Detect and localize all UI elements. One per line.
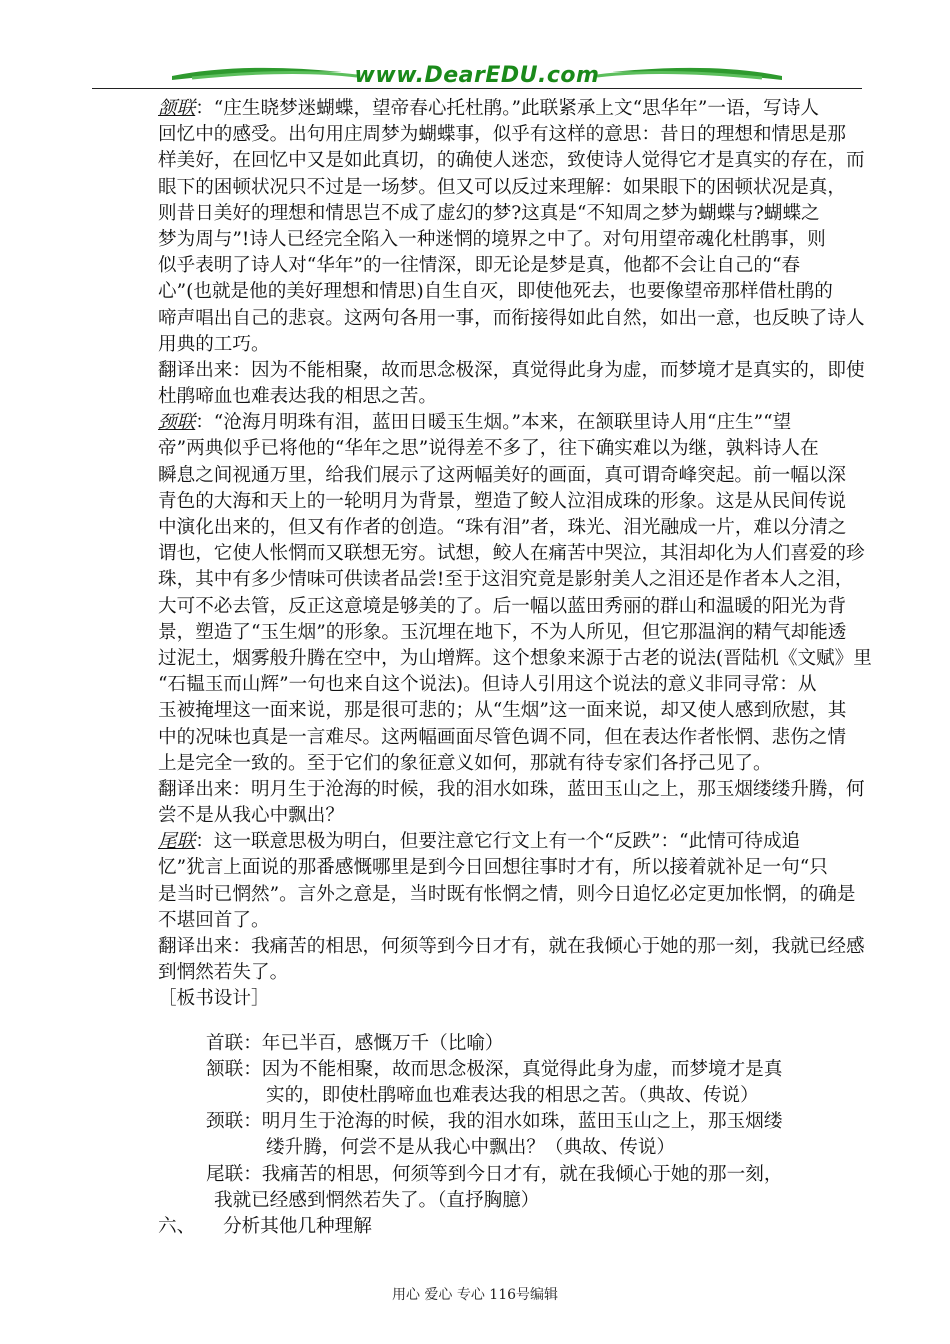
- translation-line: 尝不是从我心中飘出？: [158, 805, 344, 827]
- paragraph-line: 则昔日美好的理想和情思岂不成了虚幻的梦?这真是“不知周之梦为蝴蝶与?蝴蝶之: [158, 202, 820, 224]
- paragraph-line: 谓也，它使人怅惘而又联想无穷。试想，鲛人在痛苦中哭泣，其泪却化为人们喜爱的珍: [158, 543, 865, 565]
- label-weilian: 尾联: [158, 831, 196, 853]
- paragraph-jinglian-line-1: 颈联：“沧海月明珠有泪，蓝田日暖玉生烟。”本来，在颔联里诗人用“庄生”“望: [158, 412, 792, 434]
- paragraph-line: 过泥土，烟雾般升腾在空中，为山增辉。这个想象来源于古老的说法(晋陆机《文赋》里: [158, 647, 872, 669]
- paragraph-line: 瞬息之间视通万里，给我们展示了这两幅美好的画面，真可谓奇峰突起。前一幅以深: [158, 464, 846, 486]
- paragraph-line: 景，塑造了“玉生烟”的形象。玉沉埋在地下，不为人所见，但它那温润的精气却能透: [158, 621, 847, 643]
- paragraph-line: 回忆中的感受。出句用庄周梦为蝴蝶事，似乎有这样的意思：昔日的理想和情思是那: [158, 124, 846, 146]
- paragraph-line: 梦为周与”!诗人已经完全陷入一种迷惘的境界之中了。对句用望帝魂化杜鹃事，则: [158, 228, 826, 250]
- translation-line: 翻译出来：因为不能相聚，故而思念极深，真觉得此身为虚，而梦境才是真实的，即使: [158, 359, 865, 381]
- board-design-title: ［板书设计］: [158, 988, 270, 1010]
- board-line-hanlian-cont: 实的，即使杜鹃啼血也难表达我的相思之苦。（典故、传说）: [266, 1084, 759, 1106]
- header-divider: [92, 88, 862, 89]
- paragraph-weilian-line-1: 尾联：这一联意思极为明白，但要注意它行文上有一个“反跌”：“此情可待成追: [158, 831, 801, 853]
- paragraph-line: 不堪回首了。: [158, 909, 270, 931]
- board-line-jinglian-cont: 缕升腾，何尝不是从我心中飘出？（典故、传说）: [266, 1137, 676, 1159]
- paragraph-line: 大可不必去管，反正这意境是够美的了。后一幅以蓝田秀丽的群山和温暖的阳光为背: [158, 595, 846, 617]
- paragraph-line: 眼下的困顿状况只不过是一场梦。但又可以反过来理解：如果眼下的困顿状况是真，: [158, 176, 846, 198]
- paragraph-line: 似乎表明了诗人对“华年”的一往情深，即无论是梦是真，他都不会让自己的“春: [158, 255, 801, 277]
- paragraph-line: 帝”两典似乎已将他的“华年之思”说得差不多了，往下确实难以为继，孰料诗人在: [158, 438, 819, 460]
- board-line-shoulian: 首联：年已半百，感慨万千（比喻）: [206, 1032, 504, 1054]
- translation-line: 到惘然若失了。: [158, 962, 289, 984]
- paragraph-line: 用典的工巧。: [158, 333, 270, 355]
- paragraph-line: 样美好，在回忆中又是如此真切，的确使人迷恋，致使诗人觉得它才是真实的存在，而: [158, 150, 865, 172]
- translation-line: 翻译出来：我痛苦的相思，何须等到今日才有，就在我倾心于她的那一刻，我就已经感: [158, 936, 865, 957]
- board-line-jinglian: 颈联：明月生于沧海的时候，我的泪水如珠，蓝田玉山之上，那玉烟缕: [206, 1111, 783, 1133]
- paragraph-line: 玉被掩埋这一面来说，那是很可悲的；从“生烟”这一面来说，却又使人感到欣慰，其: [158, 700, 847, 722]
- site-logo-text: www.DearEDU.com: [354, 63, 600, 88]
- translation-line: 杜鹃啼血也难表达我的相思之苦。: [158, 386, 437, 408]
- board-line-hanlian: 颔联：因为不能相聚，故而思念极深，真觉得此身为虚，而梦境才是真: [206, 1058, 783, 1080]
- paragraph-line: 忆”犹言上面说的那番感慨哪里是到今日回想往事时才有，所以接着就补足一句“只: [158, 857, 828, 879]
- paragraph-line: 啼声唱出自己的悲哀。这两句各用一事，而衔接得如此自然，如出一意，也反映了诗人: [158, 307, 865, 329]
- paragraph-line: “石韫玉而山辉”一句也来自这个说法)。但诗人引用这个说法的意义非同寻常：从: [158, 674, 817, 696]
- label-jinglian: 颈联: [158, 412, 196, 434]
- page-footer: 用心 爱心 专心 116号编辑: [391, 1287, 559, 1303]
- paragraph-line: 中演化出来的，但又有作者的创造。“珠有泪”者，珠光、泪光融成一片，难以分清之: [158, 517, 847, 538]
- paragraph-line: 上是完全一致的。至于它们的象征意义如何，那就有待专家们各抒己见了。: [158, 752, 772, 774]
- paragraph-line: 是当时已惘然”。言外之意是，当时既有怅惘之情，则今日追忆必定更加怅惘，的确是: [158, 883, 856, 905]
- paragraph-line: 中的况味也真是一言难尽。这两幅画面尽管色调不同，但在表达作者怅惘、悲伤之情: [158, 726, 846, 748]
- paragraph-line: 青色的大海和天上的一轮明月为背景，塑造了鲛人泣泪成珠的形象。这是从民间传说: [158, 490, 846, 512]
- paragraph-line: 心”(也就是他的美好理想和情思)自生自灭，即使他死去，也要像望帝那样借杜鹃的: [158, 281, 833, 303]
- document-body: [158, 96, 872, 1240]
- paragraph-line: 珠，其中有多少情味可供读者品尝!至于这泪究竟是影射美人之泪还是作者本人之泪，: [158, 569, 854, 591]
- board-line-weilian: 尾联：我痛苦的相思，何须等到今日才有，就在我倾心于她的那一刻，: [206, 1163, 783, 1185]
- label-hanlian: 颔联: [158, 98, 196, 119]
- board-line-weilian-cont: 我就已经感到惘然若失了。（直抒胸臆）: [214, 1189, 540, 1211]
- paragraph-hanlian-line-1: 颔联：“庄生晓梦迷蝴蝶，望帝春心托杜鹃。”此联紧承上文“思华年”一语，写诗人: [158, 98, 819, 119]
- section-heading-six: 六、 分析其他几种理解: [158, 1215, 372, 1237]
- translation-line: 翻译出来：明月生于沧海的时候，我的泪水如珠，蓝田玉山之上，那玉烟缕缕升腾，何: [158, 778, 865, 800]
